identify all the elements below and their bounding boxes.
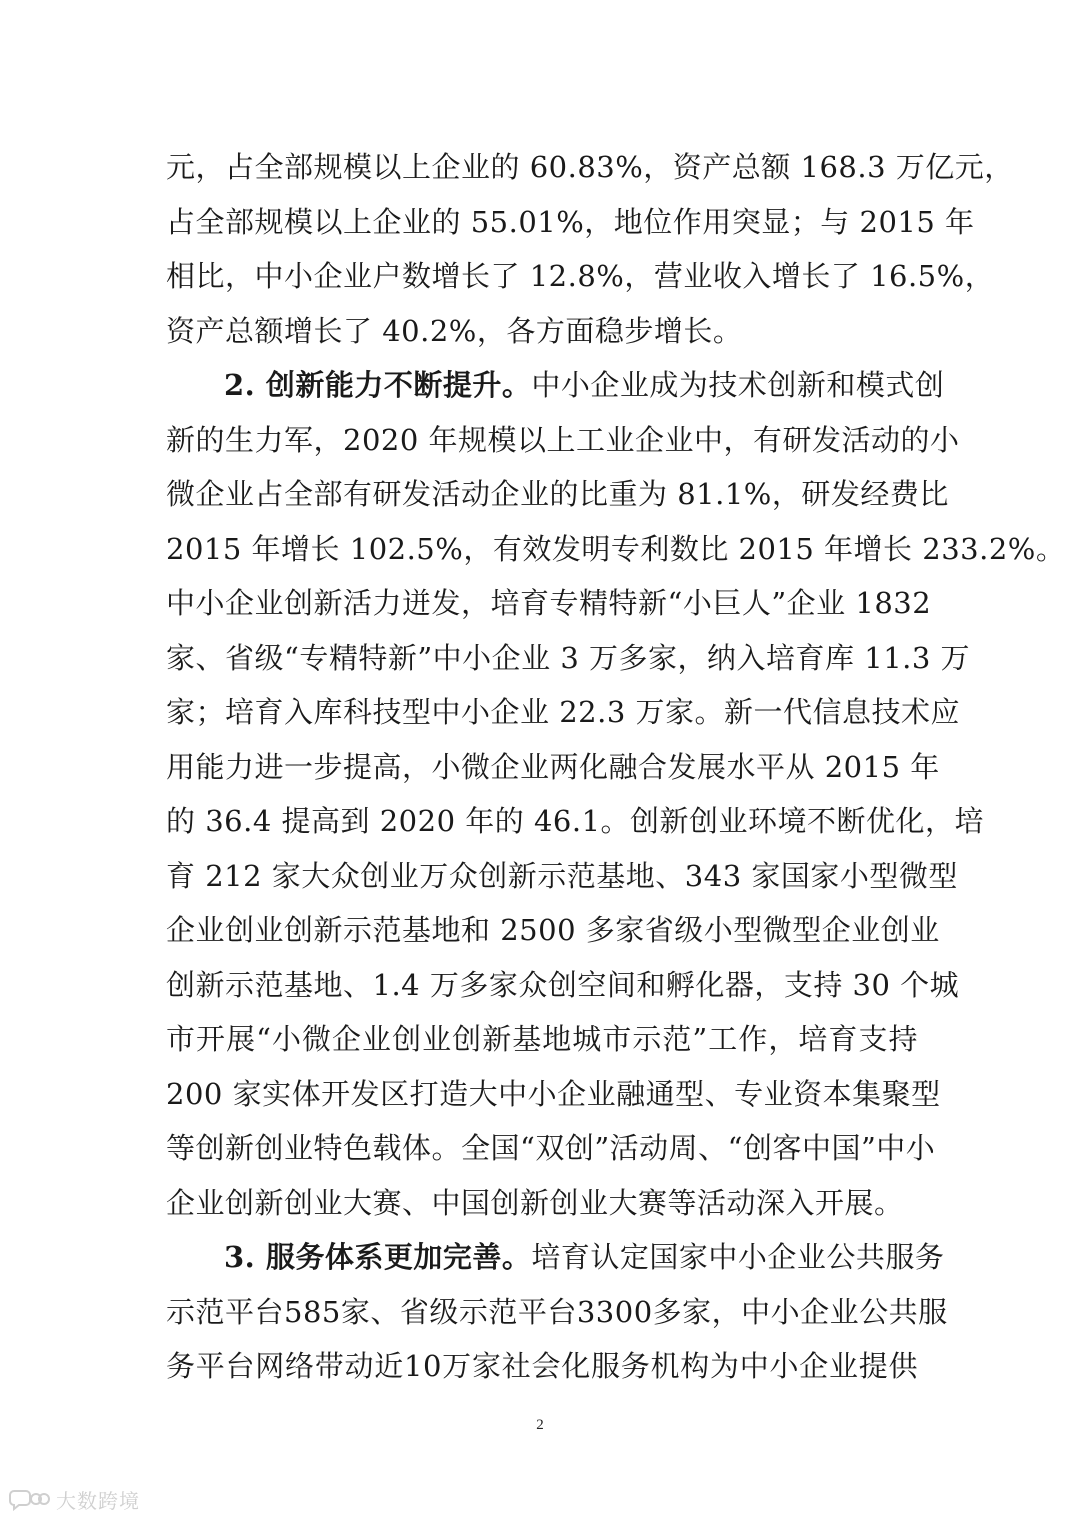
text-line: 育 212 家大众创业万众创新示范基地、343 家国家小型微型 (166, 858, 958, 893)
paragraph-3 (166, 1230, 948, 1394)
text-line: 用能力进一步提高，小微企业两化融合发展水平从 2015 年 (166, 749, 940, 784)
text-line: 的 36.4 提高到 2020 年的 46.1。创新创业环境不断优化，培 (166, 804, 985, 838)
text-run: 培育认定国家中小企业公共服务 (531, 1240, 945, 1274)
text-line: 中小企业创新活力迸发，培育专精特新“小巨人”企业 1832 (166, 586, 932, 620)
page-number: 2 (536, 1417, 544, 1433)
text-line: 家；培育入库科技型中小企业 22.3 万家。新一代信息技术应 (166, 695, 961, 729)
text-line: 元，占全部规模以上企业的 60.83%，资产总额 168.3 万亿元， (166, 150, 1014, 184)
text-line: 相比，中小企业户数增长了 12.8%，营业收入增长了 16.5%， (166, 259, 995, 293)
speech-bubble-logo-icon (8, 1487, 50, 1511)
text-line: 占全部规模以上企业的 55.01%，地位作用突显；与 2015 年 (166, 204, 975, 239)
text-line: 市开展“小微企业创业创新基地城市示范”工作，培育支持 (166, 1022, 918, 1056)
text-line: 2015 年增长 102.5%，有效发明专利数比 2015 年增长 233.2%。 (166, 531, 1066, 566)
text-line (166, 1230, 945, 1285)
text-line: 等创新创业特色载体。全国“双创”活动周、“创客中国”中小 (166, 1131, 936, 1165)
text-line: 微企业占全部有研发活动企业的比重为 81.1%，研发经费比 (166, 477, 949, 511)
section-heading-service-system: 3. 服务体系更加完善。 (224, 1240, 532, 1274)
text-line: 创新示范基地、1.4 万多家众创空间和孵化器，支持 30 个城 (166, 967, 960, 1002)
text-line: 务平台网络带动近10万家社会化服务机构为中小企业提供 (166, 1349, 918, 1383)
text-run: 中小企业成为技术创新和模式创 (531, 368, 945, 402)
section-heading-innovation: 2. 创新能力不断提升。 (224, 368, 532, 402)
paragraph-1 (166, 140, 1014, 358)
text-line: 200 家实体开发区打造大中小企业融通型、专业资本集聚型 (166, 1076, 941, 1111)
text-line: 新的生力军，2020 年规模以上工业企业中，有研发活动的小 (166, 422, 960, 457)
document-body (166, 140, 1066, 1394)
text-line (166, 358, 945, 413)
text-line: 资产总额增长了 40.2%，各方面稳步增长。 (166, 313, 743, 348)
text-line: 示范平台585家、省级示范平台3300多家，中小企业公共服 (166, 1294, 948, 1329)
watermark (8, 1484, 140, 1514)
text-line: 企业创业创新示范基地和 2500 多家省级小型微型企业创业 (166, 913, 940, 947)
watermark-text: 大数跨境 (56, 1488, 140, 1513)
text-line: 家、省级“专精特新”中小企业 3 万多家，纳入培育库 11.3 万 (166, 640, 971, 675)
text-line: 企业创新创业大赛、中国创新创业大赛等活动深入开展。 (166, 1185, 904, 1220)
paragraph-2 (166, 358, 1066, 1230)
